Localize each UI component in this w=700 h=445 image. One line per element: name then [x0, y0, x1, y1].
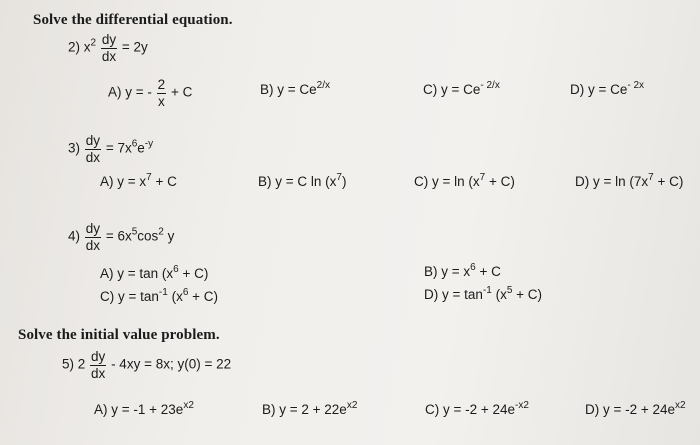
problem-3-choice-a: A) $y = x^7 + C$: [100, 172, 177, 189]
problem-number: 4): [68, 228, 81, 244]
problem-number: 3): [68, 140, 81, 156]
problem-4-equation: 4) $\frac{dy}{dx}$ = $6x^5\cos^2$ y: [68, 221, 175, 253]
derivative-fraction: $\frac{dy}{dx}$: [85, 133, 101, 165]
problem-number: 5) 2: [62, 356, 86, 372]
derivative-fraction: $\frac{dy}{dx}$: [85, 221, 101, 253]
problem-2-choice-d: D) $y = Ce^{- 2x}$: [570, 80, 645, 97]
problem-2-choice-a: A) y = - $\frac{2}{x}$ + C: [108, 77, 193, 109]
exponent: 2: [90, 37, 97, 49]
problem-4-choice-c: C) $y = \tan^{-1} (x^6 + C)$: [100, 287, 219, 304]
problem-2-equation: [68, 33, 148, 63]
problem-5-choice-a: A) $y = -1 + 23e^{x2}$: [94, 400, 194, 417]
problem-2-choice-c: C) $y = Ce^{- 2/x}$: [423, 80, 500, 97]
section-heading-ivp: Solve the initial value problem.: [18, 327, 220, 343]
problem-5-choice-c: C) $y = -2 + 24e^{-x2}$: [425, 400, 529, 417]
choice-fraction: $\frac{2}{x}$: [157, 77, 166, 109]
derivative-fraction: $\frac{dy}{dx}$: [101, 32, 117, 64]
problem-number: 2): [68, 39, 81, 55]
problem-5-choice-d: D) $y = -2 + 24e^{x2}$: [585, 400, 686, 417]
eq-term: x: [83, 39, 91, 55]
derivative-fraction: $\frac{dy}{dx}$: [91, 349, 106, 381]
problem-3-choice-b: B) y = C $\ln (x^7)$: [258, 172, 347, 189]
problem-4-choice-b: B) $y = x^6 + C$: [424, 262, 501, 279]
problem-4-choice-d: D) $y = \tan^{-1} (x^5 + C)$: [424, 285, 543, 302]
problem-3-equation: 3) $\frac{dy}{dx}$ = $7x^6e^{-y}$: [68, 133, 154, 165]
eq-term: = 2y: [121, 39, 148, 55]
problem-5-choice-b: B) $y = 2 + 22e^{x2}$: [262, 400, 358, 417]
problem-3-choice-d: D) $y = \ln (7x^7 + C)$: [575, 172, 684, 189]
section-heading-differential: Solve the differential equation.: [33, 12, 233, 28]
problem-2-choice-b: B) $y = Ce^{2/x}$: [260, 80, 330, 97]
problem-4-choice-a: A) $y = \tan (x^6 + C)$: [100, 264, 209, 281]
problem-3-choice-c: C) $y = \ln (x^7 + C)$: [414, 172, 515, 189]
problem-5-equation: 5) 2 $\frac{dy}{dx}$ - 4xy = 8x; y(0) = 22: [62, 349, 232, 381]
